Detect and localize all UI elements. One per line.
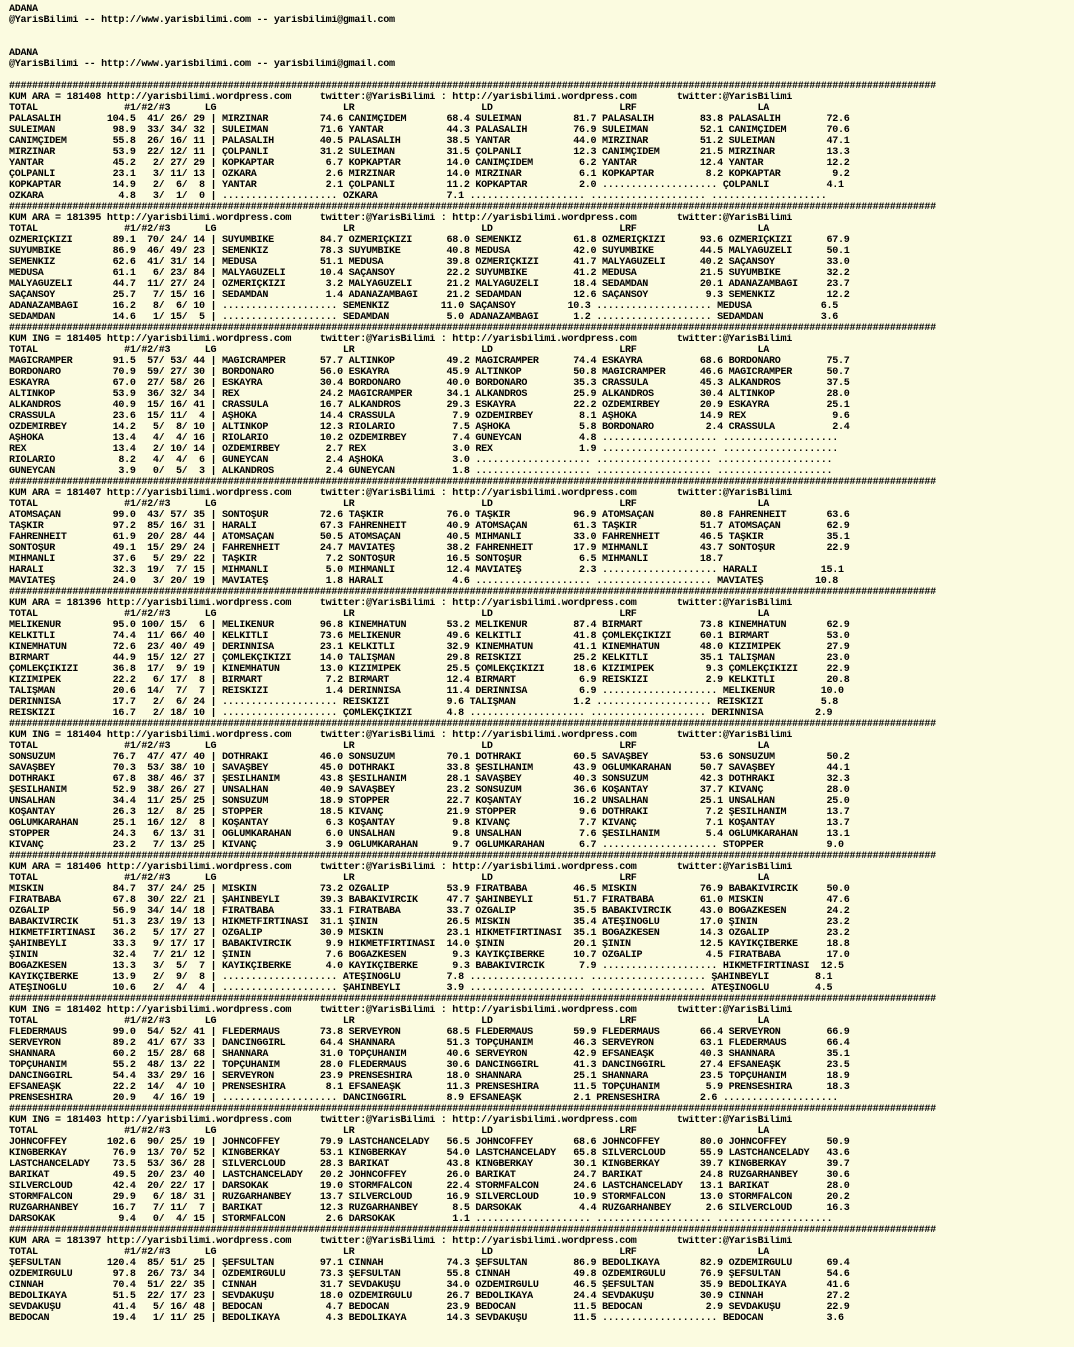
race-row: ŞEFSULTAN 120.4 85/ 51/ 25 | ŞEFSULTAN 97.1 CİNNAH 74.3 ŞEFSULTAN 86.9 BEDOLİKAYA 82.9 ÖZDEMİRGÜLÜ 69.4 bbox=[9, 1258, 850, 1269]
race-block bbox=[9, 587, 1074, 719]
race-row: SAÇANSOY 25.7 7/ 15/ 16 | SEDAMDAN 1.4 ADANAZAMBAĞI 21.2 SEDAMDAN 12.6 SAÇANSOY 9.3 SEMENKIZ 12.2 bbox=[9, 290, 850, 301]
race-row: CANIMÇİDEM 55.8 26/ 16/ 11 | PALASALİH 40.5 PALASALİH 38.5 YANTAR 44.0 MIRZINAR 51.2 SULEIMAN 47.1 bbox=[9, 136, 850, 147]
race-row: FAHRENHEİT 61.9 20/ 28/ 44 | ATOMSAÇAN 50.5 ATOMSAÇAN 40.5 MİHMANLI 33.0 FAHRENHEİT 46.5 TAŞKIR 35.1 bbox=[9, 532, 850, 543]
separator-rule: ################################################################################################################################################################# bbox=[9, 851, 936, 862]
race-row: RÜZGARHANBEY 16.7 7/ 11/ 7 | BARİKAT 12.3 RÜZGARHANBEY 8.5 DARSOKAK 4.4 RÜZGARHANBEY 2.6 SILVERCLOUD 16.3 bbox=[9, 1203, 850, 1214]
race-block bbox=[9, 719, 1074, 851]
race-block bbox=[9, 323, 1074, 477]
race-row: OĞLUMKARAHAN 25.1 16/ 12/ 8 | KOŞANTAY 6.3 KOŞANTAY 9.8 KIVANÇ 7.7 KIVANÇ 7.1 KOŞANTAY 13.7 bbox=[9, 818, 850, 829]
race-title: KUM ARA = 181397 http://yarisbilimi.wordpress.com twitter:@YarisBilimi : http://yarisbilimi.wordpress.com twitter:@YarisBilimi bbox=[9, 1236, 792, 1247]
race-row: ATOMSAÇAN 99.0 43/ 57/ 35 | SONTOŞUR 72.6 TAŞKIR 76.0 TAŞKIR 96.9 ATOMSAÇAN 80.8 FAHRENHEİT 63.6 bbox=[9, 510, 850, 521]
header-title-1: ADANA bbox=[9, 4, 38, 15]
race-row: ALKANDROS 40.9 15/ 16/ 41 | CRASSULA 16.7 ALKANDROS 29.3 ESKAYRA 22.2 ÖZDEMİRBEY 20.9 ESKAYRA 25.1 bbox=[9, 400, 850, 411]
separator-rule: ################################################################################################################################################################# bbox=[9, 1104, 936, 1115]
race-row: MIRZINAR 53.9 22/ 12/ 11 | ÇOLPANLI 31.2 SULEIMAN 31.5 ÇOLPANLI 12.3 CANIMÇİDEM 21.5 MIRZINAR 13.3 bbox=[9, 147, 850, 158]
race-column-header: TOTAL #1/#2/#3 LG LR LD LRF LA bbox=[9, 873, 769, 884]
race-block bbox=[9, 994, 1074, 1104]
race-column-header: TOTAL #1/#2/#3 LG LR LD LRF LA bbox=[9, 609, 769, 620]
separator-rule: ################################################################################################################################################################# bbox=[9, 323, 936, 334]
race-block bbox=[9, 477, 1074, 587]
race-row: SEDAMDAN 14.6 1/ 15/ 5 | .................... SEDAMDAN 5.0 ADANAZAMBAĞI 1.2 .................... SEDAMDAN 3.6 bbox=[9, 312, 839, 323]
race-row: ALTINKOP 53.9 36/ 32/ 34 | REX 24.2 MAGICRAMPER 34.1 ALKANDROS 25.9 ALKANDROS 30.4 ALTINKOP 28.0 bbox=[9, 389, 850, 400]
race-row: ŞESİLHANIM 52.9 38/ 26/ 27 | ÜNSALHAN 40.9 SAVAŞBEY 23.2 SONSUZUM 36.6 KOŞANTAY 37.7 KIVANÇ 28.0 bbox=[9, 785, 850, 796]
race-row: KOPKAPTAR 14.9 2/ 6/ 8 | YANTAR 2.1 ÇOLPANLI 11.2 KOPKAPTAR 2.0 .................... ÇOLPANLI 4.1 bbox=[9, 180, 844, 191]
race-row: SERVEYRON 89.2 41/ 67/ 33 | DANCINGGIRL 64.4 SHANNARA 51.3 TOPÇUHANIM 46.3 SERVEYRON 63.1 FLEDERMAUS 66.4 bbox=[9, 1038, 850, 1049]
race-block bbox=[9, 81, 1074, 202]
race-row: BORDONARO 70.9 59/ 27/ 30 | BORDONARO 56.0 ESKAYRA 45.9 ALTINKOP 50.8 MAGICRAMPER 46.6 MAGICRAMPER 50.7 bbox=[9, 367, 850, 378]
race-row: RİOLARIO 8.2 4/ 4/ 6 | GÜNEYCAN 2.4 AŞHOKA 3.0 .................... .................... .................... bbox=[9, 455, 833, 466]
race-row: KİNEMHATUN 72.6 23/ 40/ 49 | DERİNNİSA 23.1 KELKİTLİ 32.9 KİNEMHATUN 41.1 KİNEMHATUN 48.0 KIZIMİPEK 27.9 bbox=[9, 642, 850, 653]
race-row: SULEIMAN 98.9 33/ 34/ 32 | SULEIMAN 71.6 YANTAR 44.3 PALASALİH 76.9 SULEIMAN 52.1 CANIMÇİDEM 70.6 bbox=[9, 125, 850, 136]
race-block bbox=[9, 851, 1074, 994]
race-row: ÜNSALHAN 34.4 11/ 25/ 25 | SONSUZUM 18.9 STOPPER 22.7 KOŞANTAY 16.2 ÜNSALHAN 25.1 ÜNSALHAN 25.0 bbox=[9, 796, 850, 807]
race-title: KUM ARA = 181407 http://yarisbilimi.wordpress.com twitter:@YarisBilimi : http://yarisbilimi.wordpress.com twitter:@YarisBilimi bbox=[9, 488, 792, 499]
race-row: SONSUZUM 76.7 47/ 47/ 40 | DOTHRAKI 46.0 SONSUZUM 70.1 DOTHRAKI 60.5 SAVAŞBEY 53.6 SONSUZUM 50.2 bbox=[9, 752, 850, 763]
race-row: ŞAHİNBEYLİ 33.3 9/ 17/ 17 | BABAKIVIRCIK 9.9 HİKMETFIRTINASI 14.0 ŞİNİN 20.1 ŞİNİN 12.5 KAYIKÇIBERKE 18.8 bbox=[9, 939, 850, 950]
race-row: SONTOŞUR 49.1 15/ 29/ 24 | FAHRENHEİT 24.7 MAVİATEŞ 38.2 FAHRENHEİT 17.9 MİHMANLI 43.7 SONTOŞUR 22.9 bbox=[9, 543, 850, 554]
race-row: BOĞAZKESEN 13.3 3/ 5/ 7 | KAYIKÇIBERKE 4.0 KAYIKÇIBERKE 9.3 BABAKIVIRCIK 7.9 .................... HİKMETFIRTINASI 12.5 bbox=[9, 961, 844, 972]
race-row: REX 13.4 2/ 10/ 14 | ÖZDEMİRBEY 2.7 REX 3.0 REX 1.9 .................... .................... bbox=[9, 444, 839, 455]
race-row: KIVANÇ 23.2 7/ 13/ 25 | KIVANÇ 3.9 OĞLUMKARAHAN 9.7 OĞLUMKARAHAN 6.7 .................... STOPPER 9.0 bbox=[9, 840, 844, 851]
race-row: ÖZGALİP 56.9 34/ 14/ 18 | FİRATBABA 33.1 FİRATBABA 33.7 ÖZGALİP 35.5 BABAKIVIRCIK 43.0 BOĞAZKESEN 24.2 bbox=[9, 906, 850, 917]
race-row: KINGBERKAY 76.9 13/ 70/ 52 | KINGBERKAY 53.1 KINGBERKAY 54.0 LASTCHANCELADY 65.8 SILVERCLOUD 55.9 LASTCHANCELADY 43.6 bbox=[9, 1148, 850, 1159]
race-row: STOPPER 24.3 6/ 13/ 31 | OĞLUMKARAHAN 6.0 ÜNSALHAN 9.8 ÜNSALHAN 7.6 ŞESİLHANIM 5.4 OĞLUMKARAHAN 13.1 bbox=[9, 829, 850, 840]
race-block bbox=[9, 202, 1074, 323]
race-row: DERİNNİSA 17.7 2/ 6/ 24 | .................... REİSKIZI 9.6 TALİŞMAN 1.2 .................... REİSKIZI 5.8 bbox=[9, 697, 839, 708]
race-column-header: TOTAL #1/#2/#3 LG LR LD LRF LA bbox=[9, 499, 769, 510]
race-row: BİRMART 44.9 15/ 12/ 27 | ÇÖMLEKÇİKIZI 14.0 TALİŞMAN 29.8 REİSKIZI 25.2 KELKİTLİ 35.1 TALİŞMAN 23.0 bbox=[9, 653, 850, 664]
race-row: CİNNAH 70.4 51/ 22/ 35 | CİNNAH 31.7 SEVDAKUŞU 34.0 ÖZDEMİRGÜLÜ 46.5 ŞEFSULTAN 35.9 BEDOLİKAYA 41.6 bbox=[9, 1280, 850, 1291]
race-row: JOHNCOFFEY 102.6 90/ 25/ 19 | JOHNCOFFEY 79.9 LASTCHANCELADY 56.5 JOHNCOFFEY 68.6 JOHNCOFFEY 80.0 JOHNCOFFEY 50.9 bbox=[9, 1137, 850, 1148]
race-row: BEDOLİKAYA 51.5 22/ 17/ 23 | SEVDAKUŞU 18.0 ÖZDEMİRGÜLÜ 26.7 BEDOLİKAYA 24.4 SEVDAKUŞU 30.9 CİNNAH 27.2 bbox=[9, 1291, 850, 1302]
race-block bbox=[9, 1225, 1074, 1324]
race-row: ÖZDEMİRBEY 14.2 5/ 8/ 10 | ALTINKOP 12.3 RİOLARIO 7.5 AŞHOKA 5.8 BORDONARO 2.4 CRASSULA 2.4 bbox=[9, 422, 850, 433]
race-title: KUM İNG = 181404 http://yarisbilimi.wordpress.com twitter:@YarisBilimi : http://yarisbilimi.wordpress.com twitter:@YarisBilimi bbox=[9, 730, 792, 741]
race-row: KELKİTLİ 74.4 11/ 66/ 40 | KELKİTLİ 73.6 MELİKENUR 49.6 KELKİTLİ 41.8 ÇÖMLEKÇİKIZI 60.1 BİRMART 53.0 bbox=[9, 631, 850, 642]
race-row: KOŞANTAY 26.3 12/ 8/ 25 | STOPPER 18.5 KIVANÇ 21.9 STOPPER 9.6 DOTHRAKI 7.2 ŞESİLHANIM 13.7 bbox=[9, 807, 850, 818]
race-row: MİHMANLI 37.6 5/ 29/ 22 | TAŞKIR 7.2 SONTOŞUR 16.5 SONTOŞUR 6.5 MİHMANLI 18.7 bbox=[9, 554, 723, 565]
race-column-header: TOTAL #1/#2/#3 LG LR LD LRF LA bbox=[9, 103, 769, 114]
race-title: KUM İNG = 181402 http://yarisbilimi.wordpress.com twitter:@YarisBilimi : http://yarisbilimi.wordpress.com twitter:@YarisBilimi bbox=[9, 1005, 792, 1016]
separator-rule: ################################################################################################################################################################# bbox=[9, 719, 936, 730]
race-row: TOPÇUHANIM 55.2 48/ 13/ 22 | TOPÇUHANIM 28.0 FLEDERMAUS 30.6 DANCINGGIRL 41.3 DANCINGGIRL 27.4 EFSANEAŞK 23.5 bbox=[9, 1060, 850, 1071]
separator-rule: ################################################################################################################################################################# bbox=[9, 202, 936, 213]
separator-rule: ################################################################################################################################################################# bbox=[9, 477, 936, 488]
race-title: KUM ARA = 181396 http://yarisbilimi.wordpress.com twitter:@YarisBilimi : http://yarisbilimi.wordpress.com twitter:@YarisBilimi bbox=[9, 598, 792, 609]
race-title: KUM İNG = 181405 http://yarisbilimi.wordpress.com twitter:@YarisBilimi : http://yarisbilimi.wordpress.com twitter:@YarisBilimi bbox=[9, 334, 792, 345]
race-row: BEDOCAN 19.4 1/ 11/ 25 | BEDOLİKAYA 4.3 BEDOLİKAYA 14.3 SEVDAKUŞU 11.5 .................... BEDOCAN 3.6 bbox=[9, 1313, 844, 1324]
race-row: MELİKENUR 95.0 100/ 15/ 6 | MELİKENUR 96.8 KİNEMHATUN 53.2 MELİKENUR 87.4 BİRMART 73.8 KİNEMHATUN 62.9 bbox=[9, 620, 850, 631]
race-column-header: TOTAL #1/#2/#3 LG LR LD LRF LA bbox=[9, 1247, 769, 1258]
race-row: PRENSESHİRA 20.9 4/ 16/ 19 | .................... DANCINGGIRL 8.9 EFSANEAŞK 2.1 PRENSESHİRA 2.6 .................... bbox=[9, 1093, 839, 1104]
race-block bbox=[9, 1104, 1074, 1225]
race-row: DANCINGGIRL 54.4 33/ 29/ 16 | SERVEYRON 23.9 PRENSESHİRA 18.0 SHANNARA 25.1 SHANNARA 23.5 TOPÇUHANIM 18.9 bbox=[9, 1071, 850, 1082]
race-row: LASTCHANCELADY 73.5 53/ 36/ 28 | SILVERCLOUD 28.3 BARİKAT 43.8 KINGBERKAY 30.1 KINGBERKAY 39.7 KINGBERKAY 39.7 bbox=[9, 1159, 850, 1170]
separator-rule: ################################################################################################################################################################# bbox=[9, 1225, 936, 1236]
race-row: SEVDAKUŞU 41.4 5/ 16/ 48 | BEDOCAN 4.7 BEDOCAN 23.9 BEDOCAN 11.5 BEDOCAN 2.9 SEVDAKUŞU 22.9 bbox=[9, 1302, 850, 1313]
race-row: CRASSULA 23.6 15/ 11/ 4 | AŞHOKA 14.4 CRASSULA 7.9 ÖZDEMİRBEY 8.1 AŞHOKA 14.9 REX 9.6 bbox=[9, 411, 850, 422]
race-row: AŞHOKA 13.4 4/ 4/ 16 | RİOLARIO 10.2 ÖZDEMİRBEY 7.4 GÜNEYCAN 4.8 .................... .................... bbox=[9, 433, 839, 444]
race-row: YANTAR 45.2 2/ 27/ 29 | KOPKAPTAR 6.7 KOPKAPTAR 14.0 CANIMÇİDEM 6.2 YANTAR 12.4 YANTAR 12.2 bbox=[9, 158, 850, 169]
race-title: KUM ARA = 181406 http://yarisbilimi.wordpress.com twitter:@YarisBilimi : http://yarisbilimi.wordpress.com twitter:@YarisBilimi bbox=[9, 862, 792, 873]
race-row: BARİKAT 49.5 20/ 23/ 40 | LASTCHANCELADY 20.2 JOHNCOFFEY 26.0 BARİKAT 24.7 BARİKAT 24.8 RÜZGARHANBEY 30.6 bbox=[9, 1170, 850, 1181]
header-title-2: ADANA bbox=[9, 48, 38, 59]
race-row: SAVAŞBEY 70.3 53/ 38/ 10 | SAVAŞBEY 45.0 DOTHRAKI 33.8 ŞESİLHANIM 43.9 OĞLUMKARAHAN 50.7 SAVAŞBEY 44.1 bbox=[9, 763, 850, 774]
race-row: MAVİATEŞ 24.0 3/ 20/ 19 | MAVİATEŞ 1.8 HARALİ 4.6 .................... .................... MAVİATEŞ 10.8 bbox=[9, 576, 839, 587]
race-row: REİSKIZI 16.7 2/ 18/ 10 | .................... ÇÖMLEKÇİKIZI 4.8 .................... .................... DERİNNİSA 2.9 bbox=[9, 708, 833, 719]
race-row: SILVERCLOUD 42.4 20/ 22/ 17 | DARSOKAK 19.0 STORMFALCON 22.4 STORMFALCON 24.6 LASTCHANCELADY 13.1 BARİKAT 28.0 bbox=[9, 1181, 850, 1192]
spacer bbox=[9, 70, 1074, 81]
race-row: MİSKİN 84.7 37/ 24/ 25 | MİSKİN 73.2 ÖZGALİP 53.9 FİRATBABA 46.5 MİSKİN 76.9 BABAKIVIRCIK 50.0 bbox=[9, 884, 850, 895]
race-row: ÖZKARA 4.8 3/ 1/ 0 | .................... ÖZKARA 7.1 .................... .................... .................... bbox=[9, 191, 827, 202]
race-title: KUM İNG = 181403 http://yarisbilimi.wordpress.com twitter:@YarisBilimi : http://yarisbilimi.wordpress.com twitter:@YarisBilimi bbox=[9, 1115, 792, 1126]
race-row: MAGICRAMPER 91.5 57/ 53/ 44 | MAGICRAMPER 57.7 ALTINKOP 49.2 MAGICRAMPER 74.4 ESKAYRA 68.6 BORDONARO 75.7 bbox=[9, 356, 850, 367]
race-row: MALYAGÜZELİ 44.7 11/ 27/ 24 | ÖZMERİÇKIZI 3.2 MALYAGÜZELİ 21.2 MALYAGÜZELİ 18.4 SEDAMDAN 20.1 ADANAZAMBAĞI 23.7 bbox=[9, 279, 850, 290]
race-row: ÇÖMLEKÇİKIZI 36.8 17/ 9/ 19 | KİNEMHATUN 13.0 KIZIMİPEK 25.5 ÇÖMLEKÇİKIZI 18.6 KIZIMİPEK 9.3 ÇÖMLEKÇİKIZI 22.9 bbox=[9, 664, 850, 675]
race-row: HARALİ 32.3 19/ 7/ 15 | MİHMANLI 5.0 MİHMANLI 12.4 MAVİATEŞ 2.3 .................... HARALİ 15.1 bbox=[9, 565, 844, 576]
race-row: TAŞKIR 97.2 85/ 16/ 31 | HARALİ 67.3 FAHRENHEİT 40.9 ATOMSAÇAN 61.3 TAŞKIR 51.7 ATOMSAÇAN 62.9 bbox=[9, 521, 850, 532]
race-row: KIZIMİPEK 22.2 6/ 17/ 8 | BİRMART 7.2 BİRMART 12.4 BİRMART 6.9 REİSKIZI 2.9 KELKİTLİ 20.8 bbox=[9, 675, 850, 686]
race-row: ŞİNİN 32.4 7/ 21/ 12 | ŞİNİN 7.6 BOĞAZKESEN 9.3 KAYIKÇIBERKE 10.7 ÖZGALİP 4.5 FİRATBABA 17.0 bbox=[9, 950, 850, 961]
race-row: FLEDERMAUS 99.0 54/ 52/ 41 | FLEDERMAUS 73.8 SERVEYRON 68.5 FLEDERMAUS 59.9 FLEDERMAUS 66.4 SERVEYRON 66.9 bbox=[9, 1027, 850, 1038]
race-row: MEDUSA 61.1 6/ 23/ 84 | MALYAGÜZELİ 10.4 SAÇANSOY 22.2 SUYUMBİKE 41.2 MEDUSA 21.5 SUYUMBİKE 32.2 bbox=[9, 268, 850, 279]
race-row: STORMFALCON 29.9 6/ 18/ 31 | RÜZGARHANBEY 13.7 SILVERCLOUD 16.9 SILVERCLOUD 10.9 STORMFALCON 13.0 STORMFALCON 20.2 bbox=[9, 1192, 850, 1203]
race-row: ADANAZAMBAĞI 16.2 8/ 6/ 10 | .................... SEMENKIZ 11.0 SAÇANSOY 10.3 .................... MEDUSA 6.5 bbox=[9, 301, 839, 312]
race-row: ÖZMERİÇKIZI 89.1 70/ 24/ 14 | SUYUMBİKE 84.7 ÖZMERİÇKIZI 68.0 SEMENKIZ 61.8 ÖZMERİÇKIZI 93.6 ÖZMERİÇKIZI 67.9 bbox=[9, 235, 850, 246]
race-row: SUYUMBİKE 86.9 46/ 49/ 23 | SEMENKIZ 78.3 SUYUMBİKE 40.8 MEDUSA 42.0 SUYUMBİKE 44.5 MALYAGÜZELİ 50.1 bbox=[9, 246, 850, 257]
race-row: PALASALİH 104.5 41/ 26/ 29 | MIRZINAR 74.6 CANIMÇİDEM 68.4 SULEIMAN 81.7 PALASALİH 83.8 PALASALİH 72.6 bbox=[9, 114, 850, 125]
race-row: ATEŞİNOĞLU 10.6 2/ 4/ 4 | .................... ŞAHİNBEYLİ 3.9 .................... .................... ATEŞİNOĞLU 4.5 bbox=[9, 983, 833, 994]
race-row: BABAKIVIRCIK 51.3 23/ 19/ 13 | HİKMETFIRTINASI 31.1 ŞİNİN 26.5 MİSKİN 35.4 ATEŞİNOĞLU 17.0 ŞİNİN 23.2 bbox=[9, 917, 850, 928]
race-row: ÇOLPANLI 23.1 3/ 11/ 13 | ÖZKARA 2.6 MIRZINAR 14.0 MIRZINAR 6.1 KOPKAPTAR 8.2 KOPKAPTAR 9.2 bbox=[9, 169, 850, 180]
race-row: KAYIKÇIBERKE 13.9 2/ 9/ 8 | .................... ATEŞİNOĞLU 7.8 .................... .................... ŞAHİNBEYLİ 8.1 bbox=[9, 972, 833, 983]
race-row: ÖZDEMİRGÜLÜ 97.8 26/ 73/ 34 | ÖZDEMİRGÜLÜ 73.3 ŞEFSULTAN 55.8 CİNNAH 49.8 ÖZDEMİRGÜLÜ 76.9 ŞEFSULTAN 54.6 bbox=[9, 1269, 850, 1280]
race-title: KUM ARA = 181395 http://yarisbilimi.wordpress.com twitter:@YarisBilimi : http://yarisbilimi.wordpress.com twitter:@YarisBilimi bbox=[9, 213, 792, 224]
race-column-header: TOTAL #1/#2/#3 LG LR LD LRF LA bbox=[9, 1126, 769, 1137]
race-row: HİKMETFIRTINASI 36.2 5/ 17/ 27 | ÖZGALİP 30.9 MİSKİN 23.1 HİKMETFIRTINASI 35.1 BOĞAZKESEN 14.3 ÖZGALİP 23.2 bbox=[9, 928, 850, 939]
spacer bbox=[9, 26, 1074, 48]
separator-rule: ################################################################################################################################################################# bbox=[9, 81, 936, 92]
race-row: TALİŞMAN 20.6 14/ 7/ 7 | REİSKIZI 1.4 DERİNNİSA 11.4 DERİNNİSA 6.9 .................... MELİKENUR 10.0 bbox=[9, 686, 844, 697]
race-list bbox=[9, 81, 1074, 1324]
race-row: SHANNARA 60.2 15/ 28/ 68 | SHANNARA 31.0 TOPÇUHANIM 40.6 SERVEYRON 42.9 EFSANEAŞK 40.3 SHANNARA 35.1 bbox=[9, 1049, 850, 1060]
race-row: FİRATBABA 67.8 30/ 22/ 21 | ŞAHİNBEYLİ 39.3 BABAKIVIRCIK 47.7 ŞAHİNBEYLİ 51.7 FİRATBABA 61.0 MİSKİN 47.6 bbox=[9, 895, 850, 906]
header-credits-2: @YarisBilimi -- http://www.yarisbilimi.com -- yarisbilimi@gmail.com bbox=[9, 59, 395, 70]
header-credits-1: @YarisBilimi -- http://www.yarisbilimi.com -- yarisbilimi@gmail.com bbox=[9, 15, 395, 26]
race-row: DARSOKAK 9.4 0/ 4/ 15 | STORMFALCON 2.6 DARSOKAK 1.1 .................... .................... .................... bbox=[9, 1214, 833, 1225]
race-column-header: TOTAL #1/#2/#3 LG LR LD LRF LA bbox=[9, 1016, 769, 1027]
separator-rule: ################################################################################################################################################################# bbox=[9, 994, 936, 1005]
race-row: GÜNEYCAN 3.9 0/ 5/ 3 | ALKANDROS 2.4 GÜNEYCAN 1.8 .................... .................... .................... bbox=[9, 466, 833, 477]
separator-rule: ################################################################################################################################################################# bbox=[9, 587, 936, 598]
race-column-header: TOTAL #1/#2/#3 LG LR LD LRF LA bbox=[9, 224, 769, 235]
race-column-header: TOTAL #1/#2/#3 LG LR LD LRF LA bbox=[9, 741, 769, 752]
race-row: DOTHRAKI 67.8 38/ 46/ 37 | ŞESİLHANIM 43.8 ŞESİLHANIM 28.1 SAVAŞBEY 40.3 SONSUZUM 42.3 DOTHRAKI 32.3 bbox=[9, 774, 850, 785]
race-row: ESKAYRA 67.0 27/ 58/ 26 | ESKAYRA 30.4 BORDONARO 40.0 BORDONARO 35.3 CRASSULA 45.3 ALKANDROS 37.5 bbox=[9, 378, 850, 389]
race-column-header: TOTAL #1/#2/#3 LG LR LD LRF LA bbox=[9, 345, 769, 356]
race-row: SEMENKIZ 62.6 41/ 31/ 14 | MEDUSA 51.1 MEDUSA 39.8 ÖZMERİÇKIZI 41.7 MALYAGÜZELİ 40.2 SAÇANSOY 33.0 bbox=[9, 257, 850, 268]
race-row: EFSANEAŞK 22.2 14/ 4/ 10 | PRENSESHİRA 8.1 EFSANEAŞK 11.3 PRENSESHİRA 11.5 TOPÇUHANIM 5.9 PRENSESHİRA 18.3 bbox=[9, 1082, 850, 1093]
race-title: KUM ARA = 181408 http://yarisbilimi.wordpress.com twitter:@YarisBilimi : http://yarisbilimi.wordpress.com twitter:@YarisBilimi bbox=[9, 92, 792, 103]
